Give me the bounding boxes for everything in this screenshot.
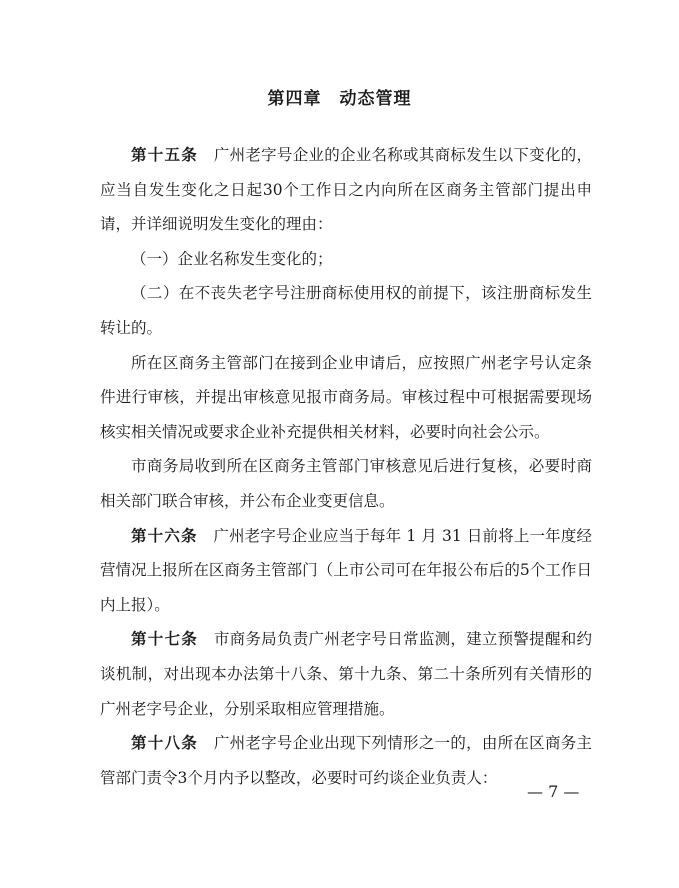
article-18-paragraph <box>100 726 592 795</box>
article-17-paragraph <box>100 622 592 726</box>
article-18-text: 广州老字号企业出现下列情形之一的，由所在区商务主管部门责令3个月内予以整改，必要时可约谈企业负责人： <box>100 734 592 787</box>
article-17-text: 市商务局负责广州老字号日常监测，建立预警提醒和约谈机制，对出现本办法第十八条、第十九条、第二十条所列有关情形的广州老字号企业，分别采取相应管理措施。 <box>100 630 592 718</box>
article-16-paragraph <box>100 519 592 623</box>
page-number: — 7 — <box>527 782 580 801</box>
article-16-label: 第十六条 <box>131 526 198 545</box>
article-15-paragraph-3: 市商务局收到所在区商务主管部门审核意见后进行复核，必要时商相关部门联合审核，并公布企业变更信息。 <box>100 457 592 510</box>
article-15-text: 广州老字号企业的企业名称或其商标发生以下变化的，应当自发生变化之日起30个工作日之内向所在区商务主管部门提出申请，并详细说明发生变化的理由： <box>100 146 592 234</box>
article-18-label: 第十八条 <box>131 734 199 753</box>
article-16-text: 广州老字号企业应当于每年 1 月 31 日前将上一年度经营情况上报所在区商务主管部门（上市公司可在年报公布后的5个工作日内上报）。 <box>100 526 592 614</box>
article-15-label: 第十五条 <box>131 146 199 164</box>
article-15-item-1: （一）企业名称发生变化的； <box>131 249 333 268</box>
article-15-paragraph-2: 所在区商务主管部门在接到企业申请后，应按照广州老字号认定条件进行审核，并提出审核意见报市商务局。审核过程中可根据需要现场核实相关情况或要求企业补充提供相关材料，必要时向社会公示。 <box>100 353 592 441</box>
article-15-item-2: （二）在不丧失老字号注册商标使用权的前提下，该注册商标发生转让的。 <box>100 284 592 337</box>
document-body <box>100 138 592 795</box>
article-17-label: 第十七条 <box>131 630 199 649</box>
chapter-title: 第四章 动态管理 <box>267 89 412 110</box>
article-15-paragraph-1 <box>100 138 592 242</box>
